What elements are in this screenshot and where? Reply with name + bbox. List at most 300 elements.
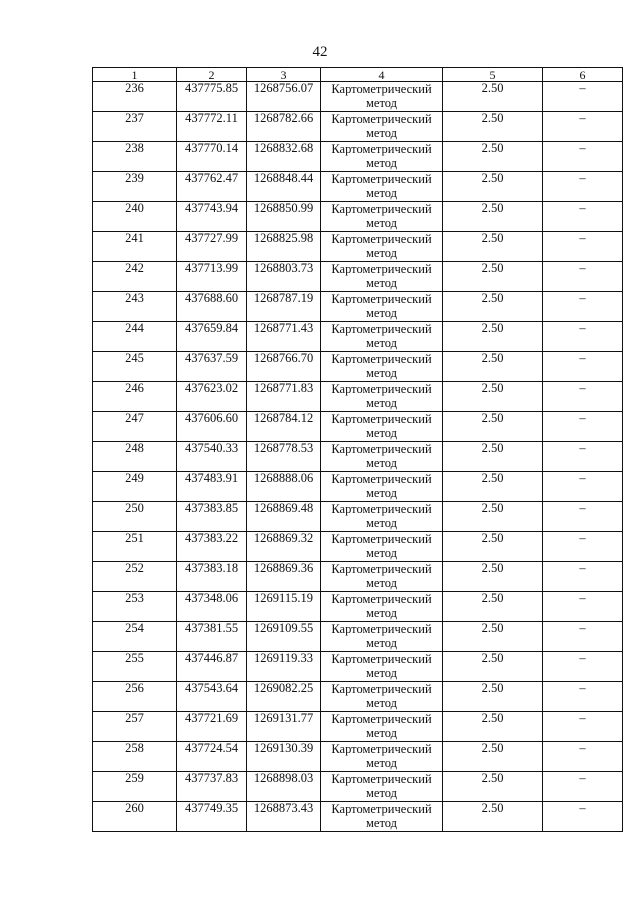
method-cell <box>321 772 443 802</box>
accuracy-text: 2.50 <box>481 381 504 395</box>
description-cell <box>543 112 623 142</box>
accuracy-text: 2.50 <box>481 111 504 125</box>
accuracy-cell <box>443 622 543 652</box>
table-row <box>93 802 623 832</box>
point-number-cell <box>93 292 177 322</box>
accuracy-cell <box>443 352 543 382</box>
accuracy-cell <box>443 112 543 142</box>
point-number-text: 258 <box>125 741 144 755</box>
method-text: Картометрический метод <box>331 502 432 530</box>
point-number-text: 244 <box>125 321 144 335</box>
point-number-text: 254 <box>125 621 144 635</box>
accuracy-cell <box>443 772 543 802</box>
description-text: – <box>579 321 586 335</box>
accuracy-text: 2.50 <box>481 171 504 185</box>
x-coordinate-cell <box>177 742 247 772</box>
accuracy-cell <box>443 322 543 352</box>
x-coordinate-text: 437381.55 <box>184 621 239 635</box>
y-coordinate-text: 1268756.07 <box>253 81 314 95</box>
accuracy-text: 2.50 <box>481 771 504 785</box>
method-cell <box>321 712 443 742</box>
point-number-text: 245 <box>125 351 144 365</box>
accuracy-cell <box>443 502 543 532</box>
method-text: Картометрический метод <box>331 112 432 140</box>
x-coordinate-cell <box>177 202 247 232</box>
x-coordinate-text: 437383.22 <box>184 531 239 545</box>
point-number-text: 260 <box>125 801 144 815</box>
x-coordinate-cell <box>177 502 247 532</box>
point-number-cell <box>93 142 177 172</box>
accuracy-cell <box>443 142 543 172</box>
x-coordinate-cell <box>177 802 247 832</box>
table-row <box>93 502 623 532</box>
y-coordinate-text: 1268778.53 <box>253 441 314 455</box>
table-row <box>93 232 623 262</box>
accuracy-cell <box>443 202 543 232</box>
method-cell <box>321 412 443 442</box>
y-coordinate-text: 1268787.19 <box>253 291 314 305</box>
description-text: – <box>579 771 586 785</box>
x-coordinate-cell <box>177 112 247 142</box>
method-cell <box>321 442 443 472</box>
x-coordinate-cell <box>177 82 247 112</box>
point-number-text: 250 <box>125 501 144 515</box>
method-text: Картометрический метод <box>331 532 432 560</box>
y-coordinate-text: 1268803.73 <box>253 261 314 275</box>
description-cell <box>543 82 623 112</box>
x-coordinate-cell <box>177 592 247 622</box>
description-cell <box>543 142 623 172</box>
description-cell <box>543 322 623 352</box>
accuracy-text: 2.50 <box>481 501 504 515</box>
method-text: Картометрический метод <box>331 802 432 830</box>
y-coordinate-cell <box>247 562 321 592</box>
point-number-text: 237 <box>125 111 144 125</box>
point-number-cell <box>93 172 177 202</box>
x-coordinate-cell <box>177 382 247 412</box>
y-coordinate-cell <box>247 652 321 682</box>
y-coordinate-cell <box>247 352 321 382</box>
y-coordinate-cell <box>247 802 321 832</box>
point-number-cell <box>93 622 177 652</box>
accuracy-cell <box>443 532 543 562</box>
x-coordinate-cell <box>177 682 247 712</box>
point-number-cell <box>93 382 177 412</box>
accuracy-text: 2.50 <box>481 291 504 305</box>
point-number-text: 247 <box>125 411 144 425</box>
x-coordinate-text: 437721.69 <box>184 711 239 725</box>
x-coordinate-text: 437348.06 <box>184 591 239 605</box>
x-coordinate-cell <box>177 472 247 502</box>
x-coordinate-cell <box>177 622 247 652</box>
method-cell <box>321 532 443 562</box>
method-cell <box>321 562 443 592</box>
y-coordinate-text: 1269119.33 <box>254 651 313 665</box>
accuracy-cell <box>443 742 543 772</box>
y-coordinate-cell <box>247 682 321 712</box>
x-coordinate-cell <box>177 142 247 172</box>
method-cell <box>321 802 443 832</box>
description-cell <box>543 232 623 262</box>
point-number-text: 246 <box>125 381 144 395</box>
x-coordinate-text: 437727.99 <box>184 231 239 245</box>
description-cell <box>543 742 623 772</box>
method-cell <box>321 472 443 502</box>
accuracy-cell <box>443 412 543 442</box>
accuracy-text: 2.50 <box>481 711 504 725</box>
accuracy-text: 2.50 <box>481 621 504 635</box>
point-number-text: 241 <box>125 231 144 245</box>
point-number-text: 251 <box>125 531 144 545</box>
point-number-cell <box>93 322 177 352</box>
method-cell <box>321 292 443 322</box>
table-row <box>93 682 623 712</box>
y-coordinate-text: 1268771.83 <box>253 381 314 395</box>
description-cell <box>543 382 623 412</box>
y-coordinate-cell <box>247 532 321 562</box>
method-text: Картометрический метод <box>331 202 432 230</box>
description-text: – <box>579 591 586 605</box>
accuracy-text: 2.50 <box>481 231 504 245</box>
y-coordinate-cell <box>247 322 321 352</box>
table-header <box>93 68 623 82</box>
point-number-cell <box>93 562 177 592</box>
method-cell <box>321 202 443 232</box>
table-row <box>93 82 623 112</box>
method-text: Картометрический метод <box>331 382 432 410</box>
point-number-cell <box>93 502 177 532</box>
accuracy-cell <box>443 262 543 292</box>
table-row <box>93 382 623 412</box>
accuracy-text: 2.50 <box>481 591 504 605</box>
table-row <box>93 772 623 802</box>
description-text: – <box>579 741 586 755</box>
accuracy-text: 2.50 <box>481 201 504 215</box>
x-coordinate-text: 437775.85 <box>184 81 239 95</box>
table-row <box>93 712 623 742</box>
description-text: – <box>579 801 586 815</box>
x-coordinate-cell <box>177 172 247 202</box>
y-coordinate-text: 1269130.39 <box>253 741 314 755</box>
x-coordinate-cell <box>177 712 247 742</box>
x-coordinate-text: 437483.91 <box>184 471 239 485</box>
table-row <box>93 532 623 562</box>
coordinates-table <box>92 67 623 832</box>
x-coordinate-text: 437713.99 <box>184 261 239 275</box>
description-text: – <box>579 501 586 515</box>
point-number-text: 236 <box>125 81 144 95</box>
x-coordinate-text: 437623.02 <box>184 381 239 395</box>
x-coordinate-cell <box>177 292 247 322</box>
y-coordinate-text: 1268869.36 <box>253 561 314 575</box>
point-number-cell <box>93 772 177 802</box>
description-text: – <box>579 171 586 185</box>
point-number-text: 248 <box>125 441 144 455</box>
method-cell <box>321 352 443 382</box>
description-text: – <box>579 261 586 275</box>
x-coordinate-text: 437743.94 <box>184 201 239 215</box>
method-text: Картометрический метод <box>331 82 432 110</box>
accuracy-cell <box>443 712 543 742</box>
accuracy-cell <box>443 802 543 832</box>
column-header: 4 <box>321 68 443 82</box>
y-coordinate-text: 1268898.03 <box>253 771 314 785</box>
table-row <box>93 742 623 772</box>
x-coordinate-text: 437606.60 <box>184 411 239 425</box>
description-cell <box>543 652 623 682</box>
method-text: Картометрический метод <box>331 442 432 470</box>
method-text: Картометрический метод <box>331 682 432 710</box>
table-row <box>93 412 623 442</box>
point-number-text: 259 <box>125 771 144 785</box>
method-text: Картометрический метод <box>331 712 432 740</box>
point-number-cell <box>93 532 177 562</box>
y-coordinate-cell <box>247 292 321 322</box>
method-text: Картометрический метод <box>331 172 432 200</box>
accuracy-cell <box>443 442 543 472</box>
description-text: – <box>579 291 586 305</box>
point-number-text: 252 <box>125 561 144 575</box>
point-number-cell <box>93 442 177 472</box>
method-cell <box>321 262 443 292</box>
point-number-cell <box>93 352 177 382</box>
accuracy-cell <box>443 562 543 592</box>
accuracy-text: 2.50 <box>481 261 504 275</box>
description-cell <box>543 412 623 442</box>
table-body <box>93 82 623 832</box>
x-coordinate-text: 437540.33 <box>184 441 239 455</box>
point-number-cell <box>93 652 177 682</box>
y-coordinate-text: 1268888.06 <box>253 471 314 485</box>
x-coordinate-text: 437772.11 <box>185 111 238 125</box>
y-coordinate-cell <box>247 82 321 112</box>
method-text: Картометрический метод <box>331 352 432 380</box>
y-coordinate-text: 1269109.55 <box>253 621 314 635</box>
header-row <box>93 68 623 82</box>
method-text: Картометрический метод <box>331 592 432 620</box>
method-text: Картометрический метод <box>331 562 432 590</box>
accuracy-cell <box>443 292 543 322</box>
y-coordinate-cell <box>247 382 321 412</box>
x-coordinate-text: 437446.87 <box>184 651 239 665</box>
description-text: – <box>579 141 586 155</box>
accuracy-text: 2.50 <box>481 351 504 365</box>
y-coordinate-text: 1269131.77 <box>253 711 314 725</box>
point-number-cell <box>93 82 177 112</box>
x-coordinate-text: 437770.14 <box>184 141 239 155</box>
description-cell <box>543 802 623 832</box>
method-text: Картометрический метод <box>331 742 432 770</box>
table-row <box>93 202 623 232</box>
point-number-cell <box>93 802 177 832</box>
y-coordinate-text: 1268869.48 <box>253 501 314 515</box>
y-coordinate-cell <box>247 142 321 172</box>
point-number-cell <box>93 682 177 712</box>
description-cell <box>543 502 623 532</box>
x-coordinate-cell <box>177 652 247 682</box>
method-text: Картометрический метод <box>331 232 432 260</box>
description-text: – <box>579 231 586 245</box>
x-coordinate-text: 437637.59 <box>184 351 239 365</box>
method-text: Картометрический метод <box>331 142 432 170</box>
description-text: – <box>579 201 586 215</box>
x-coordinate-text: 437383.85 <box>184 501 239 515</box>
y-coordinate-text: 1268850.99 <box>253 201 314 215</box>
x-coordinate-cell <box>177 772 247 802</box>
accuracy-text: 2.50 <box>481 801 504 815</box>
y-coordinate-text: 1268766.70 <box>253 351 314 365</box>
accuracy-cell <box>443 592 543 622</box>
column-header: 1 <box>93 68 177 82</box>
table-row <box>93 262 623 292</box>
y-coordinate-cell <box>247 502 321 532</box>
page-number: 42 <box>312 44 328 60</box>
x-coordinate-text: 437724.54 <box>184 741 239 755</box>
table-row <box>93 442 623 472</box>
accuracy-text: 2.50 <box>481 441 504 455</box>
description-cell <box>543 172 623 202</box>
table-row <box>93 142 623 172</box>
y-coordinate-cell <box>247 622 321 652</box>
description-cell <box>543 712 623 742</box>
point-number-text: 238 <box>125 141 144 155</box>
point-number-cell <box>93 412 177 442</box>
y-coordinate-cell <box>247 172 321 202</box>
method-text: Картометрический метод <box>331 262 432 290</box>
accuracy-cell <box>443 172 543 202</box>
y-coordinate-cell <box>247 592 321 622</box>
method-text: Картометрический метод <box>331 622 432 650</box>
method-cell <box>321 682 443 712</box>
accuracy-text: 2.50 <box>481 651 504 665</box>
x-coordinate-text: 437762.47 <box>184 171 239 185</box>
y-coordinate-cell <box>247 442 321 472</box>
description-cell <box>543 442 623 472</box>
y-coordinate-text: 1268784.12 <box>253 411 314 425</box>
description-text: – <box>579 651 586 665</box>
y-coordinate-cell <box>247 472 321 502</box>
accuracy-text: 2.50 <box>481 411 504 425</box>
accuracy-text: 2.50 <box>481 321 504 335</box>
method-text: Картометрический метод <box>331 652 432 680</box>
table-row <box>93 352 623 382</box>
description-cell <box>543 772 623 802</box>
x-coordinate-text: 437659.84 <box>184 321 239 335</box>
description-text: – <box>579 681 586 695</box>
description-text: – <box>579 531 586 545</box>
description-cell <box>543 592 623 622</box>
accuracy-text: 2.50 <box>481 141 504 155</box>
table-row <box>93 112 623 142</box>
description-text: – <box>579 711 586 725</box>
table-row <box>93 562 623 592</box>
point-number-cell <box>93 592 177 622</box>
y-coordinate-text: 1268848.44 <box>253 171 314 185</box>
description-text: – <box>579 381 586 395</box>
y-coordinate-text: 1268873.43 <box>253 801 314 815</box>
x-coordinate-text: 437543.64 <box>184 681 239 695</box>
x-coordinate-text: 437749.35 <box>184 801 239 815</box>
x-coordinate-cell <box>177 322 247 352</box>
accuracy-cell <box>443 382 543 412</box>
point-number-cell <box>93 202 177 232</box>
x-coordinate-text: 437737.83 <box>184 771 239 785</box>
accuracy-text: 2.50 <box>481 741 504 755</box>
x-coordinate-text: 437688.60 <box>184 291 239 305</box>
x-coordinate-cell <box>177 442 247 472</box>
accuracy-cell <box>443 232 543 262</box>
x-coordinate-cell <box>177 412 247 442</box>
point-number-text: 255 <box>125 651 144 665</box>
accuracy-cell <box>443 652 543 682</box>
point-number-text: 243 <box>125 291 144 305</box>
x-coordinate-text: 437383.18 <box>184 561 239 575</box>
point-number-text: 242 <box>125 261 144 275</box>
description-text: – <box>579 111 586 125</box>
table-row <box>93 472 623 502</box>
description-text: – <box>579 621 586 635</box>
method-cell <box>321 502 443 532</box>
point-number-cell <box>93 742 177 772</box>
point-number-cell <box>93 262 177 292</box>
method-cell <box>321 322 443 352</box>
accuracy-cell <box>443 472 543 502</box>
table-row <box>93 622 623 652</box>
description-cell <box>543 352 623 382</box>
description-cell <box>543 202 623 232</box>
method-text: Картометрический метод <box>331 772 432 800</box>
accuracy-text: 2.50 <box>481 561 504 575</box>
description-text: – <box>579 351 586 365</box>
method-cell <box>321 82 443 112</box>
method-cell <box>321 652 443 682</box>
y-coordinate-text: 1268869.32 <box>253 531 314 545</box>
description-text: – <box>579 441 586 455</box>
x-coordinate-cell <box>177 232 247 262</box>
column-header: 5 <box>443 68 543 82</box>
description-text: – <box>579 561 586 575</box>
point-number-text: 253 <box>125 591 144 605</box>
x-coordinate-cell <box>177 532 247 562</box>
method-text: Картометрический метод <box>331 472 432 500</box>
method-text: Картометрический метод <box>331 322 432 350</box>
description-cell <box>543 622 623 652</box>
y-coordinate-cell <box>247 712 321 742</box>
y-coordinate-text: 1268782.66 <box>253 111 314 125</box>
column-header: 6 <box>543 68 623 82</box>
y-coordinate-cell <box>247 742 321 772</box>
description-cell <box>543 562 623 592</box>
point-number-cell <box>93 712 177 742</box>
method-cell <box>321 142 443 172</box>
description-cell <box>543 262 623 292</box>
x-coordinate-cell <box>177 352 247 382</box>
method-cell <box>321 382 443 412</box>
accuracy-text: 2.50 <box>481 531 504 545</box>
description-text: – <box>579 411 586 425</box>
y-coordinate-cell <box>247 772 321 802</box>
column-header: 3 <box>247 68 321 82</box>
description-cell <box>543 292 623 322</box>
description-cell <box>543 532 623 562</box>
point-number-cell <box>93 472 177 502</box>
description-cell <box>543 472 623 502</box>
table-row <box>93 322 623 352</box>
description-cell <box>543 682 623 712</box>
y-coordinate-text: 1269115.19 <box>254 591 313 605</box>
method-cell <box>321 112 443 142</box>
method-cell <box>321 172 443 202</box>
